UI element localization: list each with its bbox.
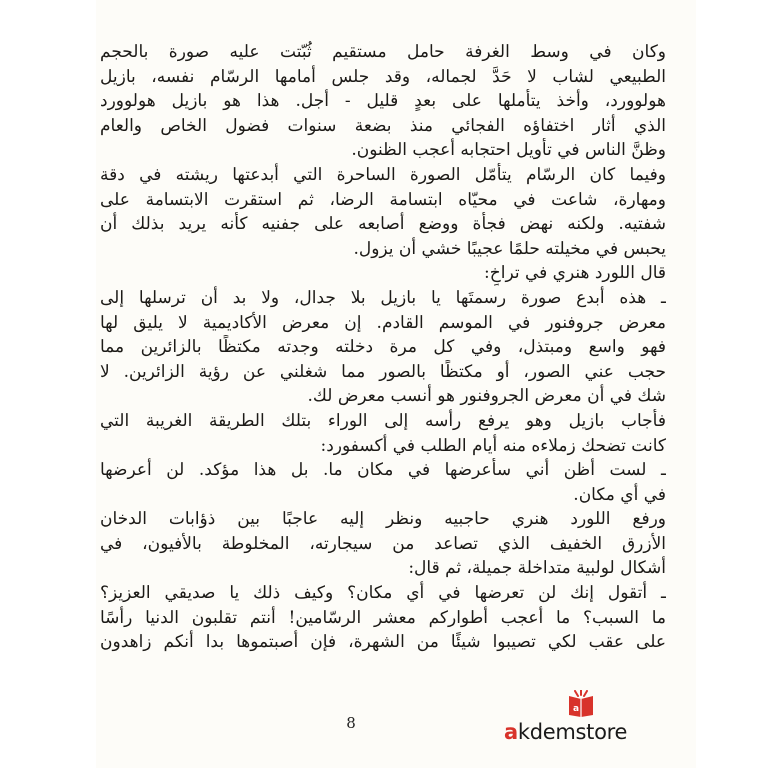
text-line: حجب عني الصور، أو مكتظًا بالصور مما شغلني عن رؤية الزائرين. لا (100, 361, 666, 382)
text-line: هولوورد، وأخذ يتأملها على بعدٍ قليل - أجل. هذا هو بازيل هولوورد (100, 91, 666, 112)
text-line: الطبيعي لشاب لا حَدَّ لجماله، وقد جلس أمامها الرسّام نفسه، بازيل (100, 66, 666, 87)
text-line: وكان في وسط الغرفة حامل مستقيم ثُبّتت عليه صورة بالحجم (100, 42, 666, 62)
page-number: 8 (346, 714, 356, 732)
store-logo-text (504, 720, 627, 744)
book-logo-letter: a (573, 704, 580, 714)
page-text (100, 40, 666, 655)
text-line: على عقب لكي تصيبوا شيئًا من الشهرة، فإن أصبتموها بدا أنكم زاهدون (100, 632, 666, 653)
text-line: ـ لست أظن أني سأعرضها في مكان ما. بل هذا مؤكد. لن أعرضها (100, 460, 666, 481)
text-line: وفيما كان الرسّام يتأمّل الصورة الساحرة التي أبدعتها ريشته في دقة (100, 164, 666, 185)
text-line: الذي أثار اختفاؤه الفجائي منذ بضعة سنوات فضول الخاص والعام (100, 115, 666, 136)
text-line: فهو واسع ومبتذل، وفي كل مرة دخلته وجدته مكتظًا بالزائرين مما (100, 337, 666, 358)
text-line: قال اللورد هنري في تراخٍ: (484, 263, 666, 284)
store-logo-accent: a (504, 720, 518, 744)
text-line: أشكال لولبية متداخلة جميلة، ثم قال: (408, 558, 666, 579)
text-line: ـ هذه أبدع صورة رسمتَها يا بازيل بلا جدال، ولا بد أن ترسلها إلى (100, 287, 666, 308)
text-line: وظنَّ الناس في تأويل احتجابه أعجب الظنون. (351, 140, 666, 161)
book-logo-icon (566, 690, 596, 718)
store-logo-rest: kdemstore (517, 720, 628, 744)
text-line: ـ أتقول إنك لن تعرضها في أي مكان؟ وكيف ذلك يا صديقي العزيز؟ (100, 583, 666, 604)
store-logo (504, 690, 654, 750)
text-line: يحبس في مخيلته حلمًا عجيبًا خشي أن يزول. (353, 238, 666, 259)
text-line: شك في أن معرض الجروفنور هو أنسب معرض لك. (307, 386, 666, 407)
text-line: ما السبب؟ ما أعجب أطواركم معشر الرسّامين! أنتم تقلبون الدنيا رأسًا (100, 607, 666, 628)
text-line: فأجاب بازيل وهو يرفع رأسه إلى الوراء بتلك الطريقة الغريبة التي (100, 410, 666, 431)
text-line: ورفع اللورد هنري حاجبيه ونظر إليه عاجبًا بين ذؤابات الدخان (100, 509, 666, 530)
text-line: الأزرق الخفيف الذي تصاعد من سيجارته، المخلوطة بالأفيون، في (100, 533, 666, 554)
text-line: في أي مكان. (573, 484, 666, 505)
text-line: معرض جروفنور في الموسم القادم. إن معرض الأكاديمية لا يليق لها (100, 312, 666, 333)
text-line: ومهارة، شاعت في محيّاه ابتسامة الرضا، ثم استقرت الابتسامة على (100, 189, 666, 210)
text-line: كانت تضحك زملاءه منه أيام الطلب في أكسفورد: (320, 435, 666, 456)
text-line: شفتيه. ولكنه نهض فجأة ووضع أصابعه على جفنيه كأنه يريد بذلك أن (100, 214, 666, 235)
